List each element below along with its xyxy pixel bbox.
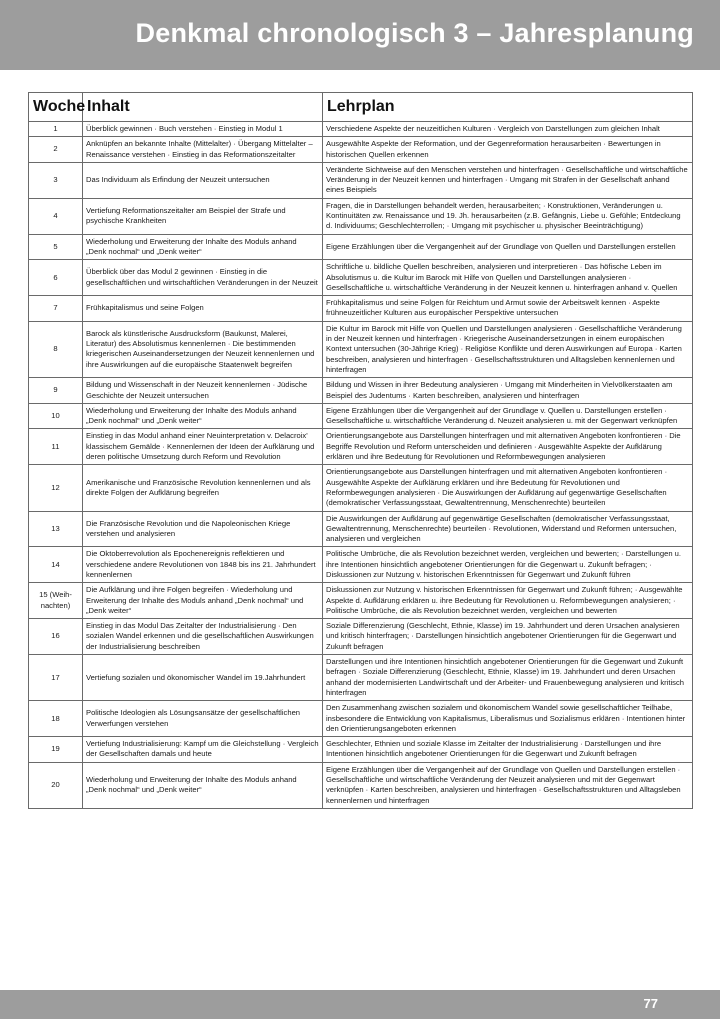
table-row	[29, 162, 693, 198]
page-number: 77	[643, 996, 658, 1011]
week-cell: 8	[29, 321, 83, 377]
week-cell: 4	[29, 198, 83, 234]
table-row	[29, 122, 693, 137]
content-cell: Vertiefung sozialen und ökonomischer Wandel im 19.Jahrhundert	[83, 655, 323, 701]
week-cell: 11	[29, 429, 83, 465]
week-cell: 5	[29, 234, 83, 260]
week-cell: 16	[29, 619, 83, 655]
table-row	[29, 583, 693, 619]
content-cell: Die Oktoberrevolution als Epochenereignis reflektieren und verschiedene andere Revolutionen von 1848 bis ins 21. Jahrhundert kennenlernen	[83, 547, 323, 583]
week-cell: 20	[29, 762, 83, 808]
table-row	[29, 378, 693, 404]
curriculum-cell: Soziale Differenzierung (Geschlecht, Ethnie, Klasse) im 19. Jahrhundert und deren Ursachen analysieren und kritisch hinterfragen; · Darstellungen hinsichtlich angebotener Orientierungen für die Gegenwart und Zukunft befragen	[323, 619, 693, 655]
curriculum-cell: Ausgewählte Aspekte der Reformation, und der Gegenreformation herausarbeiten · Bewertungen in historischen Quellen erkennen	[323, 137, 693, 163]
table-row	[29, 762, 693, 808]
content-cell: Überblick über das Modul 2 gewinnen · Einstieg in die gesellschaftlichen und wirtschaftlichen Veränderungen in der Neuzeit	[83, 260, 323, 296]
content-cell: Die Französische Revolution und die Napoleonischen Kriege verstehen und analysieren	[83, 511, 323, 547]
column-header-inhalt: Inhalt	[83, 93, 323, 122]
week-cell: 19	[29, 737, 83, 763]
table-body	[29, 122, 693, 809]
week-cell: 7	[29, 296, 83, 322]
column-header-lehrplan: Lehrplan	[323, 93, 693, 122]
content-cell: Amerikanische und Französische Revolution kennenlernen und als direkte Folgen der Aufklärung begreifen	[83, 465, 323, 511]
week-cell: 12	[29, 465, 83, 511]
week-cell: 15 (Weih-nachten)	[29, 583, 83, 619]
year-plan-table-container	[28, 92, 692, 809]
week-cell: 3	[29, 162, 83, 198]
year-plan-table	[28, 92, 693, 809]
curriculum-cell: Eigene Erzählungen über die Vergangenheit auf der Grundlage von Quellen und Darstellungen erstellen · Gesellschaftliche und wirtschaftliche Veränderung der Neuzeit analysieren und mit der Gegenwart verknüpfen · Karten beschreiben, analysieren und hinterfragen · Gesellschaftsstrukturen und Alltagsleben kennenlernen und hinterfragen	[323, 762, 693, 808]
curriculum-cell: Orientierungsangebote aus Darstellungen hinterfragen und mit alternativen Angeboten konfrontieren · Die Begriffe Revolution und Reform unterscheiden und definieren · Ausgewählte Aspekte der Aufklärung erklären und ihre Bedeutung für Revolutionen und Reformbewegungen analysieren	[323, 429, 693, 465]
table-row	[29, 619, 693, 655]
table-row	[29, 260, 693, 296]
curriculum-cell: Fragen, die in Darstellungen behandelt werden, herausarbeiten; · Konstruktionen, Veränderungen u. Kontinuitäten zw. Renaissance und 19. Jh. herausarbeiten (z.B. Gefängnis, Liebe u. Gefühle; Entdeckung d. Individuums; Geschlechterrollen; · Umgang mit psychischer u. physischer Beeinträchtigung)	[323, 198, 693, 234]
table-row	[29, 655, 693, 701]
curriculum-cell: Eigene Erzählungen über die Vergangenheit auf der Grundlage v. Quellen u. Darstellungen erstellen · Gesellschaftliche u. wirtschaftliche Veränderung d. Neuzeit analysieren u. mit der Gegenwart verknüpfen	[323, 403, 693, 429]
table-row	[29, 737, 693, 763]
week-cell: 6	[29, 260, 83, 296]
week-cell: 1	[29, 122, 83, 137]
week-cell: 10	[29, 403, 83, 429]
content-cell: Die Aufklärung und ihre Folgen begreifen · Wiederholung und Erweiterung der Inhalte des Moduls anhand „Denk nochmal“ und „Denk weiter“	[83, 583, 323, 619]
content-cell: Vertiefung Reformationszeitalter am Beispiel der Strafe und psychische Krankheiten	[83, 198, 323, 234]
week-cell: 2	[29, 137, 83, 163]
content-cell: Politische Ideologien als Lösungsansätze der gesellschaftlichen Verwerfungen verstehen	[83, 701, 323, 737]
content-cell: Frühkapitalismus und seine Folgen	[83, 296, 323, 322]
curriculum-cell: Bildung und Wissen in ihrer Bedeutung analysieren · Umgang mit Minderheiten in Vielvölkerstaaten am Beispiel des Judentums · Karten beschreiben, analysieren und hinterfragen	[323, 378, 693, 404]
column-header-woche: Woche	[29, 93, 83, 122]
table-row	[29, 403, 693, 429]
table-row	[29, 137, 693, 163]
content-cell: Einstieg in das Modul anhand einer Neuinterpretation v. Delacroix' klassischem Gemälde · Kennenlernen der Ideen der Aufklärung und deren politische Umsetzung durch Reform und Revolution	[83, 429, 323, 465]
table-header-row	[29, 93, 693, 122]
page-title: Denkmal chronologisch 3 – Jahresplanung	[135, 18, 694, 48]
content-cell: Das Individuum als Erfindung der Neuzeit untersuchen	[83, 162, 323, 198]
week-cell: 13	[29, 511, 83, 547]
content-cell: Bildung und Wissenschaft in der Neuzeit kennenlernen · Jüdische Geschichte der Neuzeit untersuchen	[83, 378, 323, 404]
curriculum-cell: Geschlechter, Ethnien und soziale Klasse im Zeitalter der Industrialisierung · Darstellungen und ihre Intentionen hinsichtlich angebotener Orientierungen für die Gegenwart und Zukunft befragen	[323, 737, 693, 763]
week-cell: 14	[29, 547, 83, 583]
page-footer	[0, 990, 720, 1019]
content-cell: Einstieg in das Modul Das Zeitalter der Industrialisierung · Den sozialen Wandel erkennen und die gesellschaftlichen Auswirkungen der Industrialisierung beschreiben	[83, 619, 323, 655]
curriculum-cell: Die Kultur im Barock mit Hilfe von Quellen und Darstellungen analysieren · Gesellschaftliche Veränderung in der Neuzeit kennen und hinterfragen · Kriegerische Auseinandersetzungen in einem europäischen Kontext untersuchen (30-Jährige Krieg) · Religiöse Konflikte und deren Auswirkungen auf Europa · Karten beschreiben, analysieren und hinterfragen · Gesellschaftsstrukturen und Alltagsleben kennenlernen und hinterfragen	[323, 321, 693, 377]
curriculum-cell: Politische Umbrüche, die als Revolution bezeichnet werden, vergleichen und bewerten; · Darstellungen u. ihre Intentionen hinsichtlich angebotener Orientierungen für die Gegenwart u. Zukunft befragen; · Diskussionen zur Nutzung v. historischen Erkenntnissen für Gegenwart und Zukunft führen	[323, 547, 693, 583]
table-row	[29, 321, 693, 377]
content-cell: Überblick gewinnen · Buch verstehen · Einstieg in Modul 1	[83, 122, 323, 137]
week-cell: 18	[29, 701, 83, 737]
table-row	[29, 511, 693, 547]
table-row	[29, 296, 693, 322]
table-row	[29, 701, 693, 737]
curriculum-cell: Darstellungen und ihre Intentionen hinsichtlich angebotener Orientierungen für die Gegenwart und Zukunft befragen · Soziale Differenzierung (Geschlecht, Ethnie, Klasse) im 19. Jahrhundert und deren Ursachen anhand der modernisierten Landwirtschaft und der Arbeiter- und Frauenbewegung analysieren und kritisch hinterfragen	[323, 655, 693, 701]
week-cell: 9	[29, 378, 83, 404]
curriculum-cell: Den Zusammenhang zwischen sozialem und ökonomischem Wandel sowie gesellschaftlicher Teilhabe, insbesondere die Entwicklung von Kapitalismus, Liberalismus und Sozialismus erklären · Intentionen hinter den Orientierungsangeboten erkennen	[323, 701, 693, 737]
content-cell: Wiederholung und Erweiterung der Inhalte des Moduls anhand „Denk nochmal“ und „Denk weiter“	[83, 234, 323, 260]
table-row	[29, 234, 693, 260]
page-header	[0, 0, 720, 70]
content-cell: Wiederholung und Erweiterung der Inhalte des Moduls anhand „Denk nochmal“ und „Denk weiter“	[83, 762, 323, 808]
week-cell: 17	[29, 655, 83, 701]
curriculum-cell: Die Auswirkungen der Aufklärung auf gegenwärtige Gesellschaften (demokratischer Verfassungsstaat, Gewaltentrennung, Menschenrechte) beurteilen · Revolutionen, Widerstand und Reformen untersuchen, analysieren und vergleichen	[323, 511, 693, 547]
curriculum-cell: Orientierungsangebote aus Darstellungen hinterfragen und mit alternativen Angeboten konfrontieren · Ausgewählte Aspekte der Aufklärung erklären und ihre Bedeutung für Revolutionen und Reformbewegungen analysieren · Die Auswirkungen der Aufklärung auf gegenwärtige Gesellschaften (demokratischer Verfassungsstaat, Gewaltentrennung, Menschenrechte) beurteilen	[323, 465, 693, 511]
table-row	[29, 465, 693, 511]
content-cell: Barock als künstlerische Ausdrucksform (Baukunst, Malerei, Literatur) des Absolutismus kennenlernen · Die bestimmenden kriegerischen Auseinandersetzungen der Neuzeit kennenlernen und ihre Auswirkungen auf die europäische Staatenwelt begreifen	[83, 321, 323, 377]
content-cell: Anknüpfen an bekannte Inhalte (Mittelalter) · Übergang Mittelalter – Renaissance verstehen · Einstieg in das Reformationszeitalter	[83, 137, 323, 163]
curriculum-cell: Schriftliche u. bildliche Quellen beschreiben, analysieren und interpretieren · Das höfische Leben im Absolutismus u. die Kultur im Barock mit Hilfe von Quellen und Darstellungen analysieren · Gesellschaftliche u. wirtschaftliche Veränderung in der Neuzeit kennen u. hinterfragen anhand v. Quellen	[323, 260, 693, 296]
table-row	[29, 198, 693, 234]
curriculum-cell: Eigene Erzählungen über die Vergangenheit auf der Grundlage von Quellen und Darstellungen erstellen	[323, 234, 693, 260]
curriculum-cell: Frühkapitalismus und seine Folgen für Reichtum und Armut sowie der Arbeitswelt kennen · Aspekte frühneuzeitlicher Kulturen aus europäischer Perspektive untersuchen	[323, 296, 693, 322]
table-row	[29, 429, 693, 465]
table-row	[29, 547, 693, 583]
curriculum-cell: Verschiedene Aspekte der neuzeitlichen Kulturen · Vergleich von Darstellungen zum gleichen Inhalt	[323, 122, 693, 137]
curriculum-cell: Veränderte Sichtweise auf den Menschen verstehen und hinterfragen · Gesellschaftliche und wirtschaftliche Veränderung in der Neuzeit kennen und hinterfragen · Umgang mit Strafen in der Gesellschaft anhand eines Beispiels	[323, 162, 693, 198]
curriculum-cell: Diskussionen zur Nutzung v. historischen Erkenntnissen für Gegenwart und Zukunft führen; · Ausgewählte Aspekte d. Aufklärung erklären u. ihre Bedeutung für Revolutionen u. Reformbewegungen analysieren; · Politische Umbrüche, die als Revolution bezeichnet werden, vergleichen und bewerten	[323, 583, 693, 619]
content-cell: Vertiefung Industrialisierung: Kampf um die Gleichstellung · Vergleich der Gesellschaften damals und heute	[83, 737, 323, 763]
content-cell: Wiederholung und Erweiterung der Inhalte des Moduls anhand „Denk nochmal“ und „Denk weiter“	[83, 403, 323, 429]
